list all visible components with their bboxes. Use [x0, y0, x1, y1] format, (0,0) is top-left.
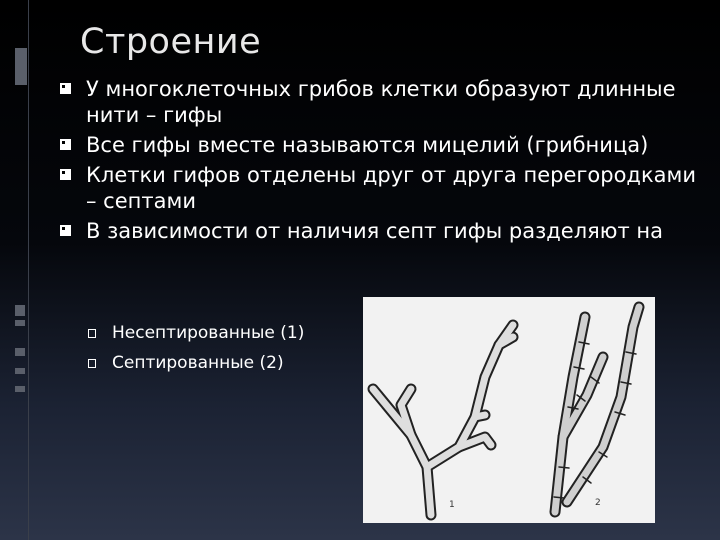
hyphae-drawing	[363, 297, 655, 523]
sub-bullet-item	[86, 348, 304, 378]
bullet-text: У многоклеточных грибов клетки образуют длинные нити – гифы	[86, 77, 676, 127]
deco-bar-1	[15, 320, 25, 326]
square-bullet-icon	[60, 169, 71, 180]
deco-bar-2	[15, 348, 25, 356]
bullet-item	[60, 76, 700, 128]
square-bullet-icon	[60, 225, 71, 236]
left-rule	[28, 0, 29, 540]
bullet-text: Клетки гифов отделены друг от друга перегородками – септами	[86, 163, 696, 213]
hyphae-illustration	[363, 297, 655, 523]
square-bullet-icon	[60, 139, 71, 150]
sub-bullet-list	[86, 318, 304, 378]
bullet-item	[60, 218, 700, 244]
square-bullet-icon	[60, 83, 71, 94]
deco-bar-top	[15, 48, 27, 85]
deco-bar-4	[15, 386, 25, 392]
sub-bullet-text: Несептированные (1)	[112, 323, 305, 343]
figure-label-2: 2	[595, 498, 601, 508]
bullet-text: В зависимости от наличия септ гифы разделяют на	[86, 219, 663, 243]
deco-bar-3	[15, 368, 25, 374]
bullet-item	[60, 132, 700, 158]
bullet-list	[60, 76, 700, 248]
sub-bullet-text: Септированные (2)	[112, 353, 284, 373]
slide-title: Строение	[80, 22, 262, 62]
bullet-text: Все гифы вместе называются мицелий (грибница)	[86, 133, 649, 157]
deco-bar-small	[15, 305, 25, 316]
hollow-square-bullet-icon	[88, 329, 96, 338]
figure-label-1: 1	[449, 500, 455, 510]
sub-bullet-item	[86, 318, 304, 348]
hollow-square-bullet-icon	[88, 359, 96, 368]
bullet-item	[60, 162, 700, 214]
